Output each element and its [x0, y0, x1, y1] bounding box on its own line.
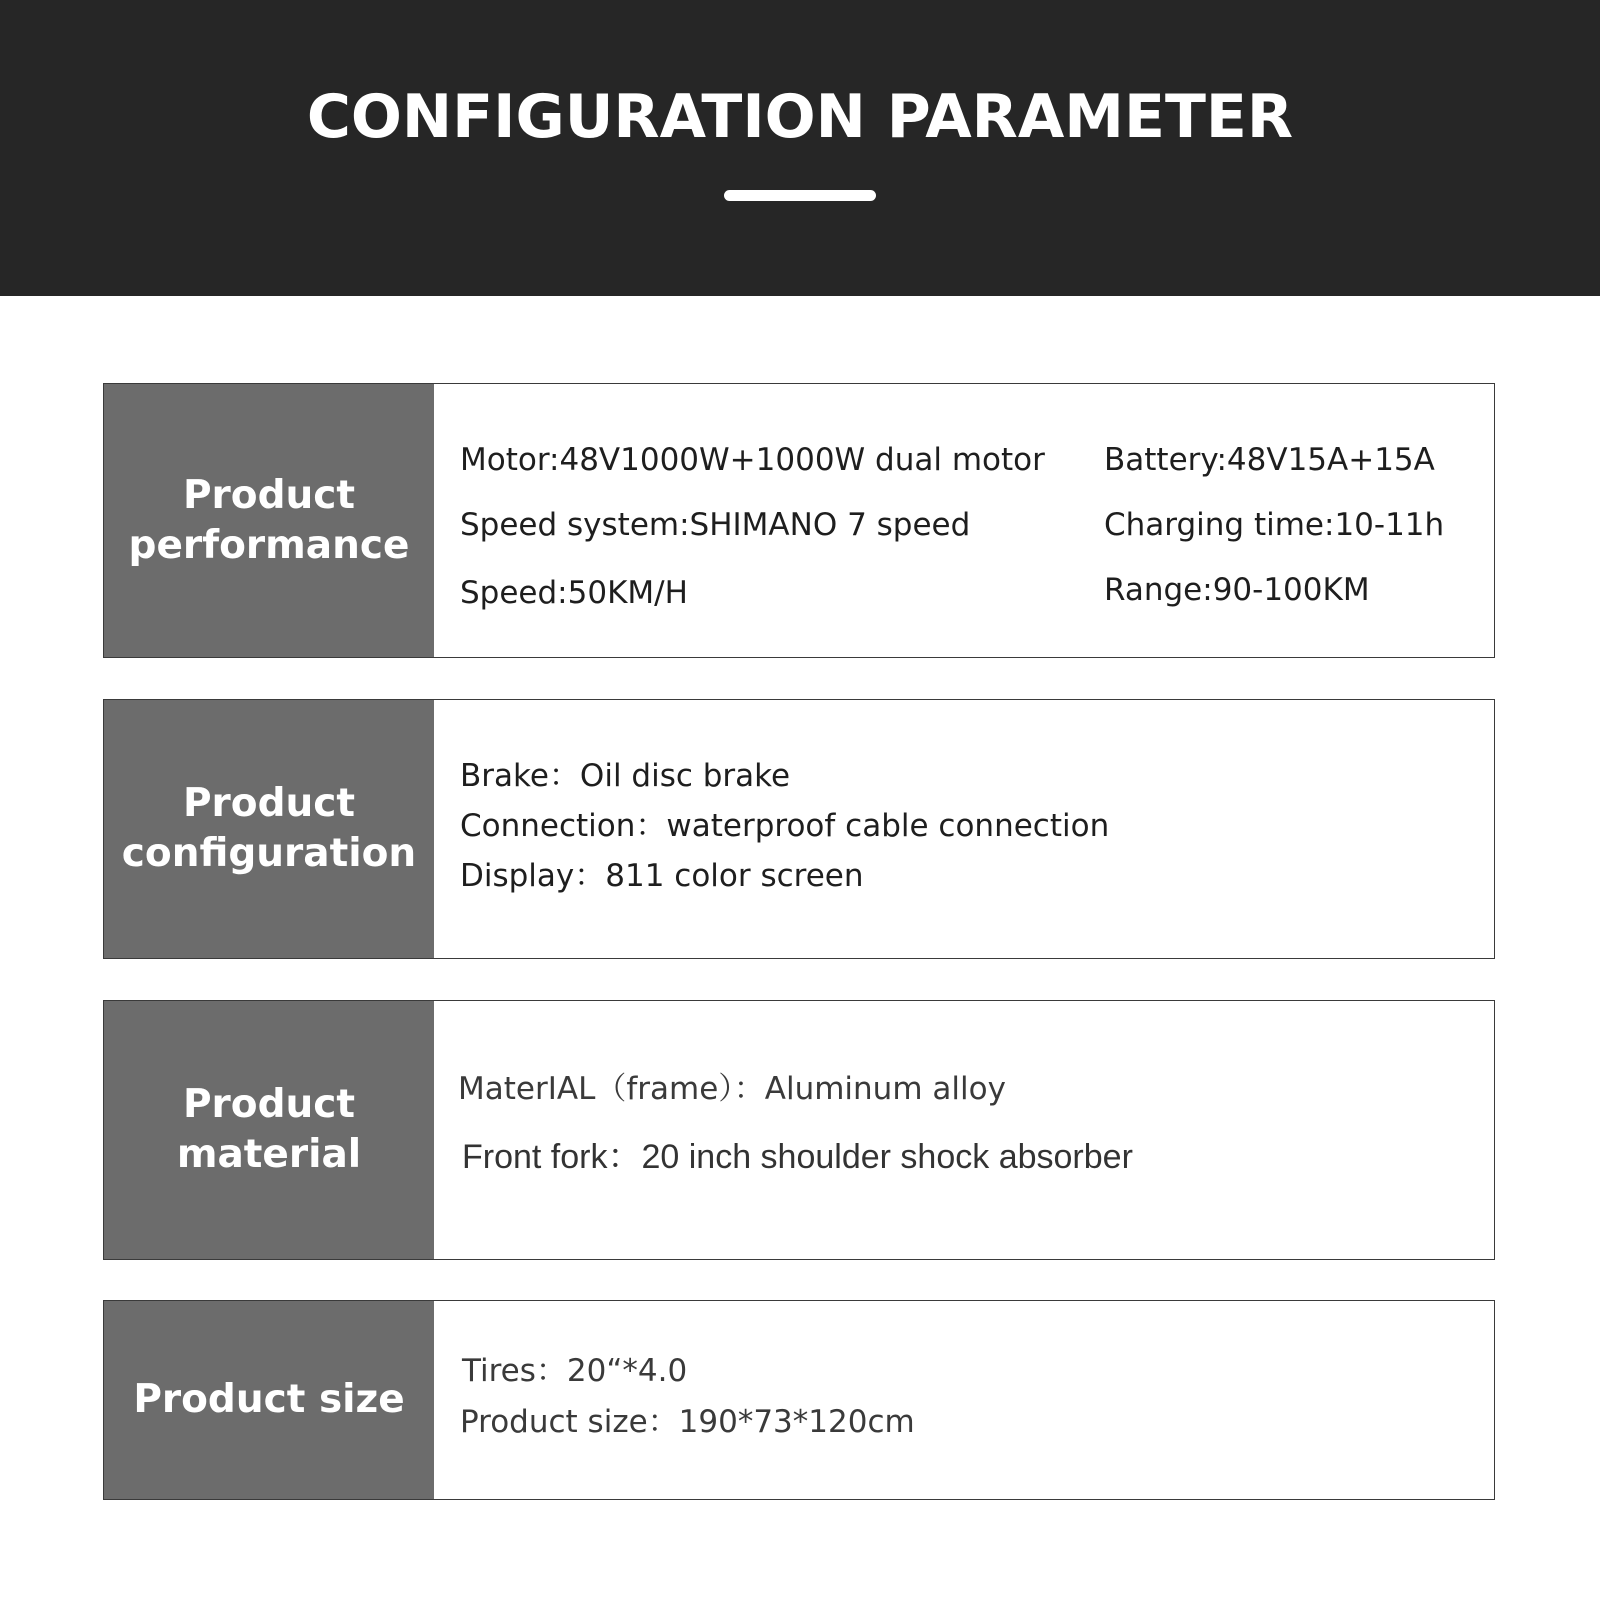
section-content — [434, 1301, 1494, 1499]
spec-motor: Motor:48V1000W+1000W dual motor — [460, 442, 1045, 478]
title-underline — [724, 190, 876, 201]
section-label-text: Product performance — [128, 472, 410, 568]
section-label-text: Product material — [176, 1082, 362, 1177]
page-title: CONFIGURATION PARAMETER — [306, 82, 1294, 152]
section-product-performance — [103, 383, 1495, 658]
section-product-material — [103, 1000, 1495, 1260]
spec-speed: Speed:50KM/H — [460, 575, 688, 611]
section-content — [434, 700, 1494, 958]
spec-range: Range:90-100KM — [1104, 572, 1370, 608]
section-product-configuration — [103, 699, 1495, 959]
spec-speed-system: Speed system:SHIMANO 7 speed — [460, 507, 971, 543]
spec-battery: Battery:48V15A+15A — [1104, 442, 1435, 478]
spec-display: Display：811 color screen — [460, 858, 864, 894]
spec-front-fork: Front fork：20 inch shoulder shock absorber — [462, 1138, 1133, 1176]
spec-brake: Brake：Oil disc brake — [460, 758, 791, 794]
section-label — [104, 384, 434, 657]
spec-product-size: Product size：190*73*120cm — [460, 1404, 915, 1440]
spec-connection: Connection：waterproof cable connection — [460, 808, 1110, 844]
section-content — [434, 384, 1494, 657]
spec-charging-time: Charging time:10-11h — [1104, 507, 1445, 543]
section-label — [104, 700, 434, 958]
spec-frame-material: MaterIAL（frame）：Aluminum alloy — [458, 1071, 1006, 1107]
section-label-text: Product configuration — [121, 781, 417, 876]
section-content — [434, 1001, 1494, 1259]
section-label — [104, 1001, 434, 1259]
section-product-size — [103, 1300, 1495, 1500]
spec-tires: Tires：20“*4.0 — [462, 1353, 688, 1389]
header-banner — [0, 0, 1600, 296]
section-label — [104, 1301, 434, 1499]
section-label-text: Product size — [133, 1377, 405, 1422]
